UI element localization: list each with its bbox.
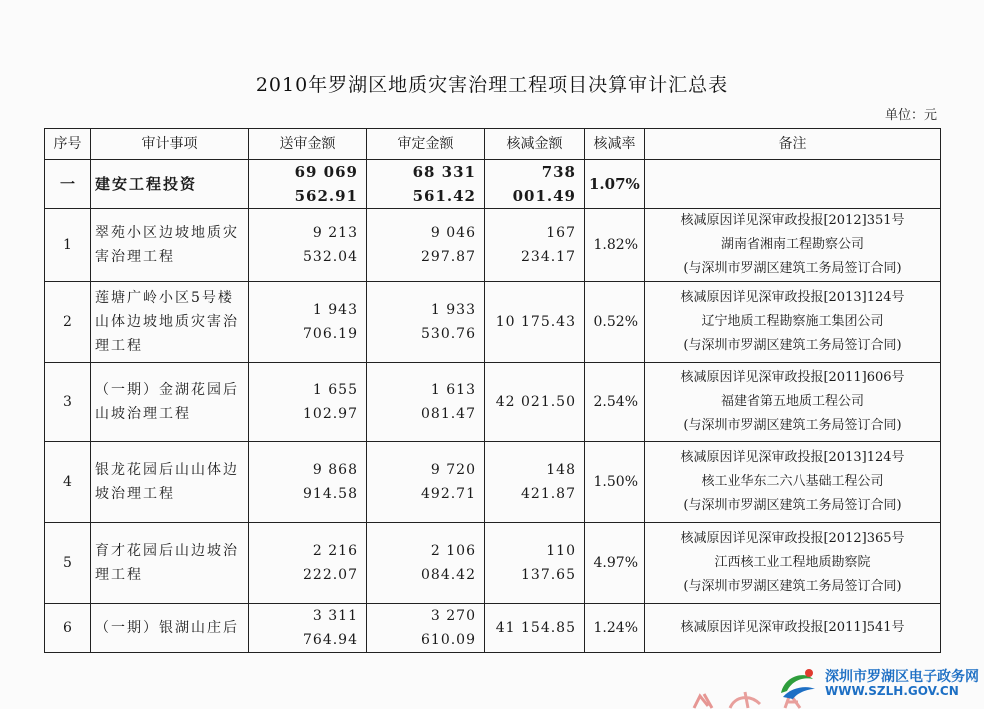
row-seq: 6 bbox=[45, 604, 91, 653]
table-row bbox=[45, 209, 941, 282]
audit-summary-table bbox=[44, 128, 941, 653]
row-reduced: 148 421.87 bbox=[485, 442, 585, 523]
note-line: 核减原因详见深审政投报[2011]541号 bbox=[680, 620, 905, 635]
row-name: （一期）银湖山庄后 bbox=[91, 604, 249, 653]
row-approved: 2 106 084.42 bbox=[367, 523, 485, 604]
row-submitted: 1 943 706.19 bbox=[249, 282, 367, 363]
row-note bbox=[645, 442, 941, 523]
header-seq: 序号 bbox=[45, 129, 91, 160]
row-submitted: 9 213 532.04 bbox=[249, 209, 367, 282]
szlh-logo-icon bbox=[775, 665, 819, 701]
header-submitted: 送审金额 bbox=[249, 129, 367, 160]
note-line: 湖南省湘南工程勘察公司 bbox=[720, 237, 864, 252]
row-approved: 1 933 530.76 bbox=[367, 282, 485, 363]
note-line: (与深圳市罗湖区建筑工务局签订合同) bbox=[683, 418, 902, 433]
row-name: 翠苑小区边坡地质灾害治理工程 bbox=[91, 209, 249, 282]
note-line: 江西核工业工程地质勘察院 bbox=[714, 555, 871, 570]
note-line: 核减原因详见深审政投报[2012]351号 bbox=[680, 213, 905, 228]
table-row bbox=[45, 523, 941, 604]
row-submitted: 1 655 102.97 bbox=[249, 363, 367, 442]
note-line: 核减原因详见深审政投报[2011]606号 bbox=[680, 370, 905, 385]
row-reduced: 110 137.65 bbox=[485, 523, 585, 604]
watermark-site-name: 深圳市罗湖区电子政务网 bbox=[825, 669, 979, 685]
row-rate: 4.97% bbox=[585, 523, 645, 604]
total-name: 建安工程投资 bbox=[91, 160, 249, 209]
row-note bbox=[645, 523, 941, 604]
row-submitted: 9 868 914.58 bbox=[249, 442, 367, 523]
row-reduced: 41 154.85 bbox=[485, 604, 585, 653]
row-name: 育才花园后山边坡治理工程 bbox=[91, 523, 249, 604]
row-seq: 4 bbox=[45, 442, 91, 523]
row-seq: 1 bbox=[45, 209, 91, 282]
note-line: 核工业华东二六八基础工程公司 bbox=[701, 474, 884, 489]
row-seq: 5 bbox=[45, 523, 91, 604]
total-rate: 1.07% bbox=[585, 160, 645, 209]
row-note bbox=[645, 282, 941, 363]
row-approved: 3 270 610.09 bbox=[367, 604, 485, 653]
row-rate: 0.52% bbox=[585, 282, 645, 363]
row-submitted: 2 216 222.07 bbox=[249, 523, 367, 604]
row-approved: 9 046 297.87 bbox=[367, 209, 485, 282]
row-seq: 2 bbox=[45, 282, 91, 363]
row-submitted: 3 311 764.94 bbox=[249, 604, 367, 653]
total-row bbox=[45, 160, 941, 209]
note-line: (与深圳市罗湖区建筑工务局签订合同) bbox=[683, 579, 902, 594]
row-name: 银龙花园后山山体边坡治理工程 bbox=[91, 442, 249, 523]
row-rate: 1.82% bbox=[585, 209, 645, 282]
row-reduced: 10 175.43 bbox=[485, 282, 585, 363]
site-watermark bbox=[775, 663, 979, 703]
note-line: 辽宁地质工程勘察施工集团公司 bbox=[701, 314, 884, 329]
table-row bbox=[45, 604, 941, 653]
total-submitted: 69 069 562.91 bbox=[249, 160, 367, 209]
row-rate: 2.54% bbox=[585, 363, 645, 442]
note-line: (与深圳市罗湖区建筑工务局签订合同) bbox=[683, 261, 902, 276]
row-approved: 1 613 081.47 bbox=[367, 363, 485, 442]
unit-label: 单位：元 bbox=[884, 108, 937, 123]
watermark-site-url: WWW.SZLH.GOV.CN bbox=[825, 684, 959, 698]
note-line: 核减原因详见深审政投报[2013]124号 bbox=[680, 290, 905, 305]
total-reduced: 738 001.49 bbox=[485, 160, 585, 209]
row-note bbox=[645, 209, 941, 282]
page-title: 2010年罗湖区地质灾害治理工程项目决算审计汇总表 bbox=[255, 74, 729, 96]
total-approved: 68 331 561.42 bbox=[367, 160, 485, 209]
table-row bbox=[45, 363, 941, 442]
row-name: （一期）金湖花园后山坡治理工程 bbox=[91, 363, 249, 442]
table-row bbox=[45, 442, 941, 523]
header-approved: 审定金额 bbox=[367, 129, 485, 160]
row-reduced: 42 021.50 bbox=[485, 363, 585, 442]
table-row bbox=[45, 282, 941, 363]
row-rate: 1.50% bbox=[585, 442, 645, 523]
row-seq: 3 bbox=[45, 363, 91, 442]
row-reduced: 167 234.17 bbox=[485, 209, 585, 282]
row-note bbox=[645, 604, 941, 653]
row-rate: 1.24% bbox=[585, 604, 645, 653]
note-line: 福建省第五地质工程公司 bbox=[720, 394, 864, 409]
row-name: 莲塘广岭小区5号楼山体边坡地质灾害治理工程 bbox=[91, 282, 249, 363]
header-reduced: 核减金额 bbox=[485, 129, 585, 160]
total-seq: 一 bbox=[45, 160, 91, 209]
row-note bbox=[645, 363, 941, 442]
header-note: 备注 bbox=[645, 129, 941, 160]
header-item: 审计事项 bbox=[91, 129, 249, 160]
total-note bbox=[645, 160, 941, 209]
note-line: (与深圳市罗湖区建筑工务局签订合同) bbox=[683, 338, 902, 353]
note-line: 核减原因详见深审政投报[2013]124号 bbox=[680, 450, 905, 465]
note-line: (与深圳市罗湖区建筑工务局签订合同) bbox=[683, 498, 902, 513]
note-line: 核减原因详见深审政投报[2012]365号 bbox=[680, 531, 905, 546]
row-approved: 9 720 492.71 bbox=[367, 442, 485, 523]
header-rate: 核减率 bbox=[585, 129, 645, 160]
table-header-row bbox=[45, 129, 941, 160]
